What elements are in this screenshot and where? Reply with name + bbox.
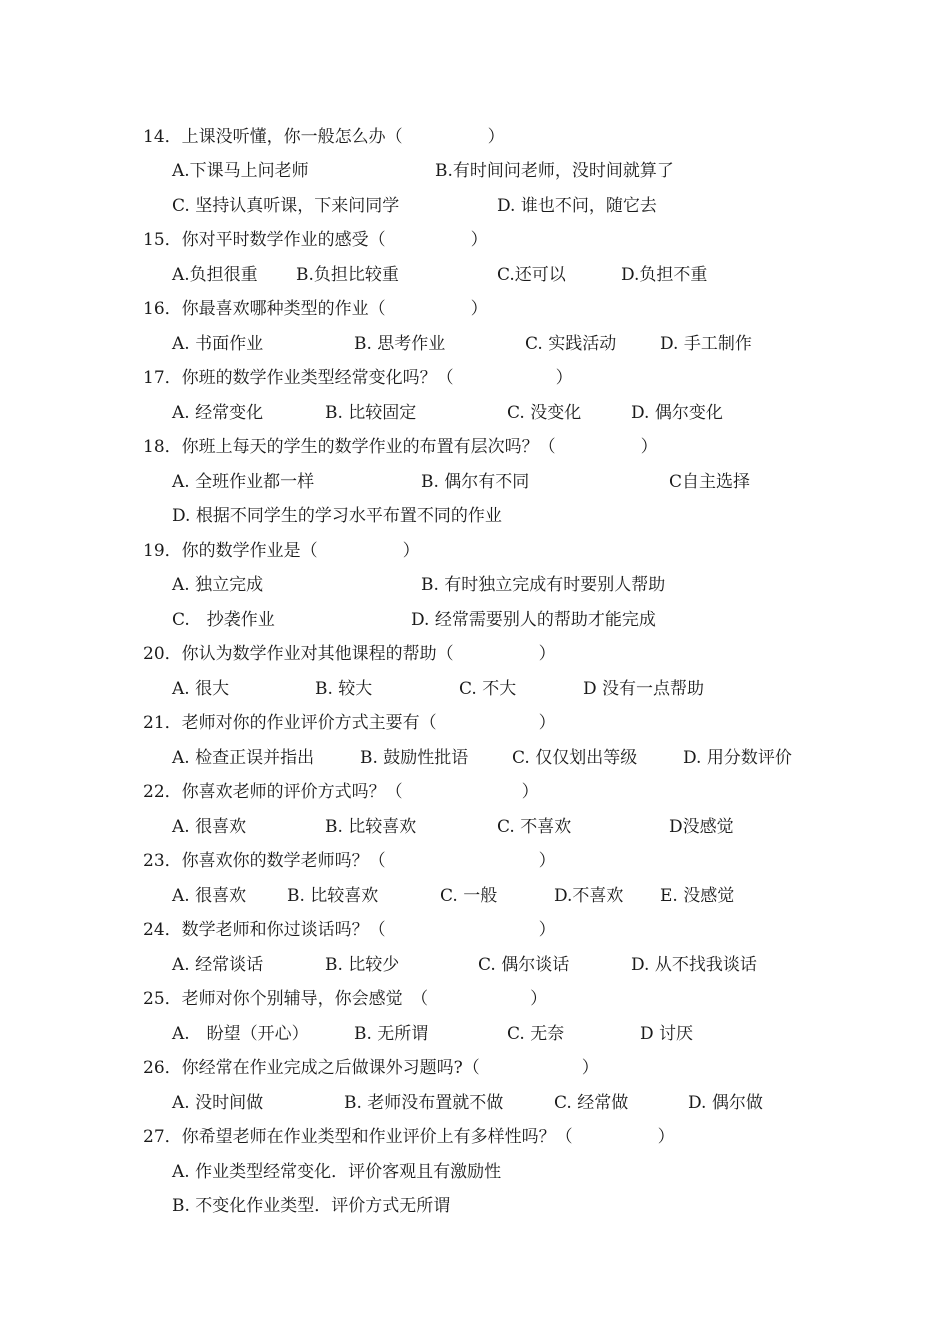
question-19: 19．你的数学作业是（ ） (143, 541, 420, 561)
option-a: A.下课马上问老师 (172, 161, 309, 181)
question-21: 21．老师对你的作业评价方式主要有（ ） (143, 713, 556, 733)
option-a: A. 很喜欢 (172, 817, 247, 837)
question-22: 22．你喜欢老师的评价方式吗？（ ） (143, 782, 539, 802)
option-d: D. 根据不同学生的学习水平布置不同的作业 (172, 506, 502, 526)
option-d: D. 谁也不问，随它去 (497, 196, 657, 216)
option-c: C. 无奈 (507, 1024, 565, 1044)
option-d: D. 偶尔变化 (631, 403, 723, 423)
option-b: B. 老师没布置就不做 (344, 1093, 504, 1113)
option-a: A. 很喜欢 (172, 886, 247, 906)
option-c: C. 坚持认真听课，下来问同学 (172, 196, 400, 216)
option-c: C. 不大 (459, 679, 517, 699)
option-a: A. 检查正误并指出 (172, 748, 315, 768)
option-a: A. 全班作业都一样 (172, 472, 315, 492)
option-b: B. 比较喜欢 (325, 817, 417, 837)
option-a: A. 独立完成 (172, 575, 264, 595)
option-c: C. 抄袭作业 (172, 610, 275, 630)
option-a: A. 盼望（开心） (172, 1024, 309, 1044)
question-27: 27．你希望老师在作业类型和作业评价上有多样性吗？（ ） (143, 1127, 675, 1147)
question-20: 20．你认为数学作业对其他课程的帮助（ ） (143, 644, 556, 664)
option-b: B. 不变化作业类型．评价方式无所谓 (172, 1196, 451, 1216)
option-c: C. 偶尔谈话 (478, 955, 570, 975)
option-a: A. 经常变化 (172, 403, 264, 423)
question-23: 23．你喜欢你的数学老师吗？（ ） (143, 851, 556, 871)
question-25: 25．老师对你个别辅导，你会感觉 （ ） (143, 989, 548, 1009)
question-15: 15．你对平时数学作业的感受（ ） (143, 230, 488, 250)
question-18: 18．你班上每天的学生的数学作业的布置有层次吗？（ ） (143, 437, 658, 457)
option-c: C.还可以 (497, 265, 566, 285)
question-14: 14．上课没听懂，你一般怎么办（ ） (143, 127, 505, 147)
option-a: A. 很大 (172, 679, 230, 699)
option-d: D 讨厌 (640, 1024, 694, 1044)
option-a: A. 没时间做 (172, 1093, 264, 1113)
option-c: C自主选择 (669, 472, 751, 492)
option-c: C. 不喜欢 (497, 817, 572, 837)
option-c: C. 一般 (440, 886, 498, 906)
option-b: B. 比较喜欢 (287, 886, 379, 906)
option-a: A. 作业类型经常变化．评价客观且有激励性 (172, 1162, 502, 1182)
question-26: 26．你经常在作业完成之后做课外习题吗?（ ） (143, 1058, 599, 1078)
option-b: B. 无所谓 (354, 1024, 429, 1044)
option-b: B. 比较固定 (325, 403, 417, 423)
option-d: D.负担不重 (621, 265, 708, 285)
option-c: C. 实践活动 (525, 334, 617, 354)
option-d: D没感觉 (669, 817, 734, 837)
option-b: B. 比较少 (325, 955, 400, 975)
option-e: E. 没感觉 (660, 886, 735, 906)
option-d: D. 经常需要别人的帮助才能完成 (411, 610, 656, 630)
option-b: B. 偶尔有不同 (421, 472, 530, 492)
option-a: A. 经常谈话 (172, 955, 264, 975)
option-b: B. 较大 (315, 679, 373, 699)
question-17: 17．你班的数学作业类型经常变化吗？（ ） (143, 368, 573, 388)
option-c: C. 没变化 (507, 403, 582, 423)
question-24: 24．数学老师和你过谈话吗？（ ） (143, 920, 556, 940)
option-b: B.负担比较重 (296, 265, 399, 285)
option-d: D. 从不找我谈话 (631, 955, 757, 975)
option-d: D. 偶尔做 (688, 1093, 763, 1113)
option-d: D. 手工制作 (660, 334, 752, 354)
option-d: D. 用分数评价 (683, 748, 792, 768)
question-16: 16．你最喜欢哪种类型的作业（ ） (143, 299, 488, 319)
option-a: A. 书面作业 (172, 334, 264, 354)
option-c: C. 经常做 (554, 1093, 629, 1113)
option-a: A.负担很重 (172, 265, 258, 285)
option-c: C. 仅仅划出等级 (512, 748, 638, 768)
option-d: D.不喜欢 (554, 886, 624, 906)
option-b: B. 鼓励性批语 (360, 748, 469, 768)
option-b: B. 思考作业 (354, 334, 446, 354)
option-d: D 没有一点帮助 (583, 679, 705, 699)
option-b: B.有时间问老师，没时间就算了 (435, 161, 674, 181)
option-b: B. 有时独立完成有时要别人帮助 (421, 575, 666, 595)
